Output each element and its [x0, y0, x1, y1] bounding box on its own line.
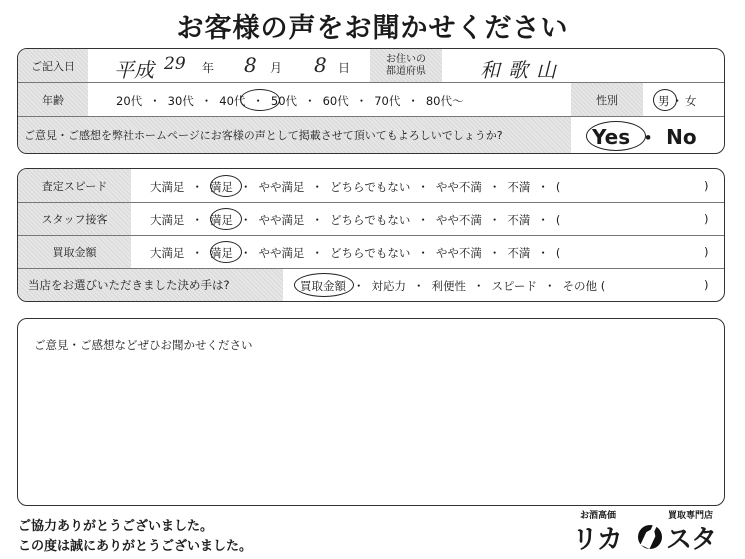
date-label-cell — [18, 49, 88, 82]
logo-tagline-right: 買取専門店 — [668, 511, 714, 521]
rating-option[interactable]: 満足 — [210, 180, 233, 194]
info-panel — [17, 48, 725, 154]
rating-row-label-cell — [18, 203, 131, 235]
rating-row-label-cell — [18, 236, 131, 268]
age-option[interactable]: 80代〜 — [425, 94, 464, 108]
decision-option[interactable]: 対応力 — [371, 279, 406, 293]
age-selection-circle — [240, 89, 280, 111]
comments-text[interactable] — [34, 359, 704, 489]
date-year-handwritten: 29 — [164, 54, 186, 74]
decision-options-row: 買取金額 ・ 対応力 ・ 利便性 ・ スピード ・ その他 ( — [300, 279, 606, 293]
logo-text-left: リカ — [572, 525, 622, 555]
gender-label-cell — [571, 83, 643, 116]
publish-dot: ・ — [638, 126, 659, 150]
age-option[interactable]: 20代 — [116, 94, 143, 108]
decision-label: 当店をお選びいただきました決め手は? — [28, 278, 230, 292]
footer-thanks-line2: この度は誠にありがとうございました。 — [18, 539, 253, 554]
publish-question: ご意見・ご感想を弊社ホームページにお客様の声として掲載させて頂いてもよろしいでしょうか? — [24, 129, 503, 142]
decision-label-cell — [18, 269, 283, 301]
age-options: 20代 ・ 30代 ・ 40代 ・ 50代 ・ 60代 ・ 70代 ・ 80代〜 — [116, 94, 464, 108]
gender-female[interactable]: 女 — [685, 94, 697, 108]
decision-selection-circle — [294, 273, 354, 297]
rating-option[interactable]: やや不満 — [435, 246, 482, 260]
decision-other-close: ) — [704, 278, 709, 292]
comments-panel — [17, 318, 725, 506]
rating-option[interactable]: やや満足 — [258, 213, 305, 227]
rating-option[interactable]: どちらでもない — [330, 213, 411, 227]
decision-option[interactable]: 利便性 — [431, 279, 466, 293]
rating-option[interactable]: やや満足 — [258, 246, 305, 260]
publish-yes[interactable]: Yes — [592, 124, 631, 149]
decision-option[interactable]: 買取金額 — [300, 279, 346, 293]
logo-tagline-left: お酒高価 — [580, 511, 617, 521]
rating-option[interactable]: 大満足 — [150, 213, 185, 227]
rating-option[interactable]: 満足 — [210, 246, 233, 260]
rating-option[interactable]: やや不満 — [435, 180, 482, 194]
rating-other-close: ) — [704, 245, 709, 259]
gender-label: 性別 — [596, 93, 618, 107]
age-option[interactable]: 70代 — [374, 94, 401, 108]
day-unit: 日 — [338, 61, 351, 75]
rating-option[interactable]: 不満 — [507, 246, 531, 260]
rating-options-row: 大満足 ・ 満足 ・ やや満足 ・ どちらでもない ・ やや不満 ・ 不満 ・ ( — [150, 213, 561, 227]
prefecture-handwritten: 和歌山 — [480, 58, 564, 82]
rating-option[interactable]: 不満 — [507, 213, 531, 227]
age-option[interactable]: 50代 — [270, 94, 298, 108]
prefecture-label-cell — [370, 49, 442, 82]
age-label: 年齢 — [42, 93, 64, 107]
rating-other-open: ( — [555, 180, 561, 194]
rating-option[interactable]: やや不満 — [435, 213, 482, 227]
rating-row-label-cell — [18, 169, 131, 202]
rating-other-close: ) — [704, 179, 709, 193]
publish-selection-circle — [586, 121, 646, 151]
gender-separator: ・ — [671, 94, 683, 108]
decision-option[interactable]: その他 ( — [562, 279, 606, 293]
publish-question-cell — [18, 117, 571, 153]
brand-logo — [572, 508, 732, 556]
date-label: ご記入日 — [31, 59, 75, 73]
decision-option[interactable]: スピード — [491, 279, 538, 293]
prefecture-label-line2: 都道府県 — [386, 65, 426, 77]
logo-text-right: スタ — [666, 525, 717, 555]
bottle-icon — [636, 520, 664, 552]
year-unit: 年 — [202, 61, 215, 75]
rating-other-open: ( — [555, 246, 561, 260]
date-day-handwritten: 8 — [314, 53, 327, 77]
rating-option[interactable]: どちらでもない — [330, 246, 411, 260]
footer-thanks-line1: ご協力ありがとうございました。 — [18, 519, 214, 534]
age-label-cell — [18, 83, 88, 116]
rating-options-row: 大満足 ・ 満足 ・ やや満足 ・ どちらでもない ・ やや不満 ・ 不満 ・ ( — [150, 180, 561, 194]
gender-male[interactable]: 男 — [658, 94, 670, 108]
rating-selection-circle — [210, 208, 242, 230]
month-unit: 月 — [270, 61, 283, 75]
rating-row-label: 査定スピード — [41, 179, 108, 193]
publish-no[interactable]: No — [666, 124, 697, 149]
rating-row-label: スタッフ接客 — [41, 213, 108, 226]
prefecture-label-line1: お住いの — [386, 53, 426, 65]
age-option[interactable]: 60代 — [322, 94, 349, 108]
rating-option[interactable]: 大満足 — [150, 246, 185, 260]
rating-option[interactable]: どちらでもない — [330, 180, 411, 194]
rating-row-label: 買取金額 — [52, 246, 97, 259]
comments-label: ご意見・ご感想などぜひお聞かせください — [34, 338, 253, 352]
rating-selection-circle — [210, 175, 242, 197]
date-month-handwritten: 8 — [244, 53, 257, 77]
rating-other-close: ) — [704, 212, 709, 226]
page-title: お客様の声をお聞かせください — [176, 13, 569, 44]
age-option[interactable]: 40代 — [219, 94, 246, 108]
rating-options-row: 大満足 ・ 満足 ・ やや満足 ・ どちらでもない ・ やや不満 ・ 不満 ・ ( — [150, 246, 561, 260]
rating-selection-circle — [210, 241, 242, 263]
rating-option[interactable]: 満足 — [210, 213, 233, 227]
rating-option[interactable]: やや満足 — [258, 180, 305, 194]
age-option[interactable]: 30代 — [167, 94, 194, 108]
gender-selection-circle — [653, 89, 677, 111]
rating-other-open: ( — [555, 213, 561, 227]
rating-option[interactable]: 不満 — [507, 180, 531, 194]
rating-option[interactable]: 大満足 — [150, 180, 185, 194]
date-era-handwritten: 平成 — [114, 58, 154, 82]
ratings-panel — [17, 168, 725, 302]
